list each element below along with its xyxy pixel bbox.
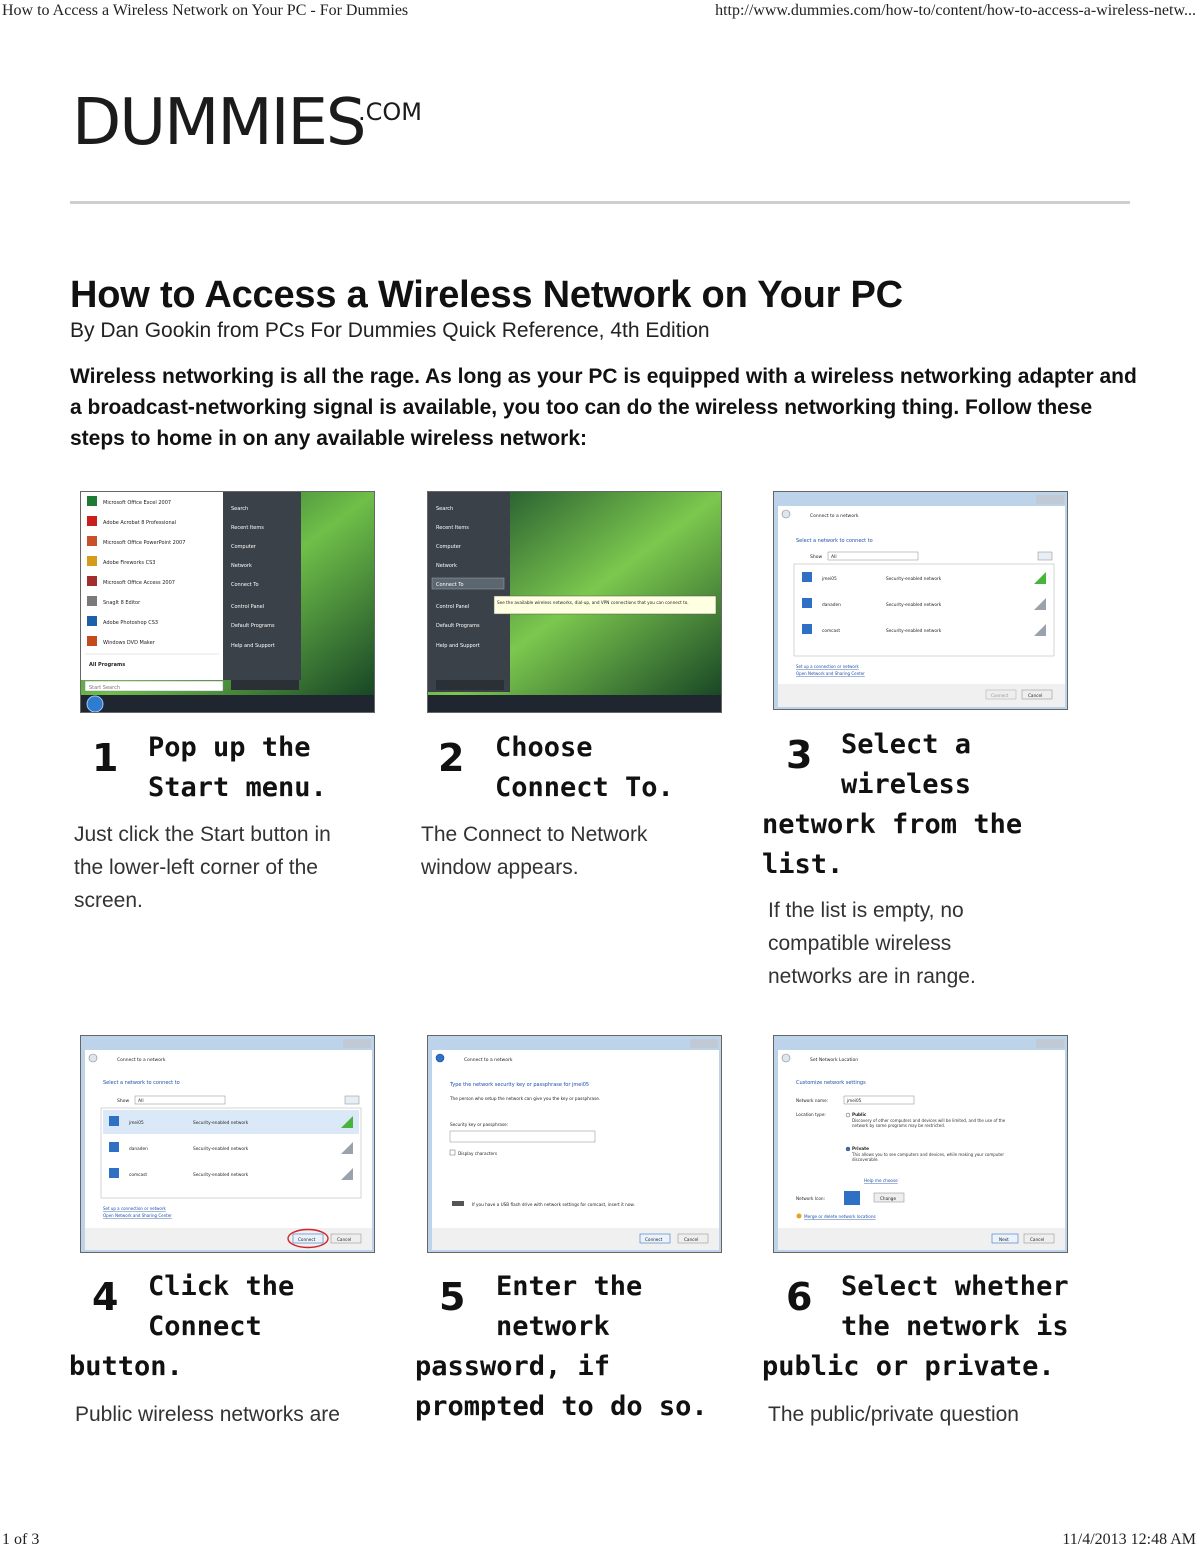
step-3-title-line1: Select a	[841, 729, 972, 760]
s4-show-value: All	[138, 1099, 144, 1104]
s6-window-title: Set Network Location	[810, 1058, 859, 1063]
start-all-programs: All Programs	[89, 662, 126, 668]
s4-window-title: Connect to a network	[117, 1058, 166, 1063]
s4-cancel-btn: Cancel	[337, 1237, 352, 1242]
s6-private-label: Private	[852, 1146, 869, 1151]
step-5-number: 5	[439, 1275, 466, 1319]
s3-net-icon-2	[802, 624, 812, 634]
step-3-desc-line1: If the list is empty, no	[768, 899, 964, 922]
step-3-desc-line2: compatible wireless	[768, 932, 952, 955]
s3-net-2-name: comcast	[822, 629, 841, 634]
s6-cancel-btn: Cancel	[1030, 1237, 1045, 1242]
print-datetime: 11/4/2013 12:48 AM	[1062, 1531, 1196, 1548]
step-1-screenshot	[80, 491, 375, 713]
step-4-title-line2: Connect	[148, 1311, 262, 1342]
s4-link-2: Open Network and Sharing Center	[103, 1213, 172, 1218]
s3-net-icon-1	[802, 598, 812, 608]
step-4-desc-line1: Public wireless networks are	[75, 1403, 340, 1426]
step-1-number: 1	[92, 736, 119, 780]
step-5-title-line4: prompted to do so.	[415, 1391, 708, 1422]
step-3-desc-line3: networks are in range.	[768, 965, 976, 988]
step-1-title-line2: Start menu.	[148, 772, 327, 803]
step-3-title-line4: list.	[762, 849, 844, 880]
step-1-title-line1: Pop up the	[148, 732, 311, 763]
s6-private-radio	[846, 1147, 850, 1151]
s3-net-2-sec: Security-enabled network	[886, 629, 942, 634]
step-4-title-line1: Click the	[148, 1271, 295, 1302]
start-right-5: Control Panel	[231, 604, 265, 610]
s5-display-chars: Display characters	[458, 1151, 498, 1156]
step-2-title-line2: Connect To.	[495, 772, 674, 803]
print-header-title: How to Access a Wireless Network on Your PC - For Dummies	[2, 2, 409, 19]
s3-net-0-name: jmei05	[822, 577, 837, 582]
start-right-3: Network	[231, 563, 252, 569]
step-4-screenshot	[80, 1035, 375, 1253]
step-1-desc-line1: Just click the Start button in	[74, 823, 331, 846]
tooltip-text: See the available wireless networks, dial-up, and VPN connections that you can connect to.	[497, 600, 689, 605]
s3-net-1-sec: Security-enabled network	[886, 603, 942, 608]
step-2-title-line1: Choose	[495, 732, 593, 763]
step-2-desc-line1: The Connect to Network	[421, 823, 648, 846]
s5-connect-btn: Connect	[645, 1237, 663, 1242]
s5-back-arrow-icon	[436, 1054, 444, 1062]
step-3-title-line3: network from the	[762, 809, 1023, 840]
s3-show-value: All	[831, 555, 837, 560]
s4-link-1: Set up a connection or network	[103, 1206, 166, 1211]
s4-net-icon-1	[109, 1142, 119, 1152]
s6-change-btn: Change	[880, 1196, 897, 1201]
s6-public-label: Public	[852, 1112, 867, 1117]
s4-net-2-sec: Security-enabled network	[193, 1173, 249, 1178]
step-5-title-line2: network	[496, 1311, 610, 1342]
header-divider	[70, 201, 1130, 204]
s2-right-0: Search	[436, 506, 454, 512]
s5-key-input	[450, 1131, 595, 1142]
s4-net-0-sec: Security-enabled network	[193, 1121, 249, 1126]
s3-net-1-name: danaden	[822, 603, 841, 608]
s2-right-5: Control Panel	[436, 604, 470, 610]
s4-connect-btn: Connect	[298, 1237, 316, 1242]
usb-drive-icon	[452, 1201, 464, 1206]
s4-net-1-name: danaden	[129, 1147, 148, 1152]
s6-heading: Customize network settings	[796, 1080, 866, 1086]
article-title: How to Access a Wireless Network on Your PC	[70, 274, 903, 316]
step-6-title-line2: the network is	[841, 1311, 1069, 1342]
network-icon	[844, 1191, 860, 1205]
step-2-number: 2	[438, 736, 465, 780]
s2-right-4: Connect To	[436, 582, 464, 588]
s6-name-label: Network name:	[796, 1098, 829, 1103]
start-prog-7: Windows DVD Maker	[103, 640, 155, 646]
start-search-box: Start Search	[89, 685, 120, 691]
s2-right-7: Help and Support	[436, 643, 480, 649]
s5-key-label: Security key or passphrase:	[450, 1122, 509, 1127]
step-3-title-line2: wireless	[841, 769, 972, 800]
s4-show-label: Show	[117, 1099, 130, 1104]
start-prog-6: Adobe Photoshop CS3	[103, 620, 159, 626]
s6-public-radio	[846, 1113, 850, 1117]
step-6-screenshot	[773, 1035, 1068, 1253]
s6-icon-label: Network Icon:	[796, 1196, 825, 1201]
step-5-screenshot	[427, 1035, 722, 1253]
s5-heading: Type the network security key or passphrase for jmei05	[450, 1082, 590, 1088]
step-1-desc-line2: the lower-left corner of the	[74, 856, 318, 879]
start-right-0: Search	[231, 506, 249, 512]
s6-help-link: Help me choose	[864, 1178, 898, 1183]
s5-cancel-btn: Cancel	[684, 1237, 699, 1242]
s3-heading: Select a network to connect to	[796, 538, 873, 544]
dummies-logo[interactable]	[70, 80, 450, 160]
step-4-number: 4	[92, 1275, 119, 1319]
s5-window-title: Connect to a network	[464, 1058, 513, 1063]
step-6-desc-line1: The public/private question	[768, 1403, 1019, 1426]
start-prog-1: Adobe Acrobat 8 Professional	[103, 520, 177, 526]
s3-connect-btn: Connect	[991, 693, 1009, 698]
s5-subtext: The person who setup the network can give you the key or passphrase.	[450, 1096, 601, 1101]
s3-net-icon-0	[802, 572, 812, 582]
s2-right-2: Computer	[436, 544, 461, 550]
s2-right-6: Default Programs	[436, 623, 480, 629]
s5-display-checkbox	[450, 1150, 455, 1155]
s4-back-arrow-icon	[89, 1054, 97, 1062]
print-header	[2, 2, 1196, 22]
s6-name-value: jmei05	[847, 1098, 862, 1103]
start-right-1: Recent Items	[231, 525, 264, 531]
print-footer	[2, 1531, 1196, 1551]
s6-private-desc: This allows you to see computers and devices, while making your computer discoverable.	[852, 1152, 1005, 1162]
s3-net-0-sec: Security-enabled network	[886, 577, 942, 582]
step-3-screenshot	[773, 491, 1068, 710]
step-4-title-line3: button.	[69, 1351, 183, 1382]
step-2-desc-line2: window appears.	[421, 856, 579, 879]
start-prog-4: Microsoft Office Access 2007	[103, 580, 175, 586]
step-6-title-line1: Select whether	[841, 1271, 1069, 1302]
s3-show-label: Show	[810, 555, 823, 560]
step-5-title-line3: password, if	[415, 1351, 611, 1382]
s6-next-btn: Next	[999, 1237, 1009, 1242]
s5-usb-note: If you have a USB flash drive with network settings for comcast, insert it now.	[472, 1202, 635, 1207]
start-prog-5: SnagIt 8 Editor	[103, 600, 141, 606]
step-1-desc-line3: screen.	[74, 889, 143, 912]
s4-net-1-sec: Security-enabled network	[193, 1147, 249, 1152]
connect-to-tooltip	[494, 596, 716, 614]
start-right-6: Default Programs	[231, 623, 275, 629]
step-2-screenshot	[427, 491, 722, 713]
logo-suffix: .COM	[358, 98, 422, 126]
s6-type-label: Location type:	[796, 1112, 826, 1117]
s6-public-desc: Discovery of other computers and devices will be limited, and the use of the network by some programs may be restricted.	[852, 1118, 1006, 1128]
start-right-4: Connect To	[231, 582, 259, 588]
s3-window-title: Connect to a network	[810, 514, 859, 519]
s3-link-1: Set up a connection or network	[796, 664, 859, 669]
s4-heading: Select a network to connect to	[103, 1080, 180, 1086]
s4-net-icon-0	[109, 1116, 119, 1126]
s6-back-arrow-icon	[782, 1054, 790, 1062]
start-right-2: Computer	[231, 544, 256, 550]
article-intro: Wireless networking is all the rage. As long as your PC is equipped with a wireless networking adapter and a broadcast-networking signal is available, you too can do the wireless networking thing. Follow these steps to home in on any available wireless network:	[70, 365, 1137, 450]
s6-merge-link: Merge or delete network locations	[804, 1214, 876, 1219]
logo-text: DUMMIES	[72, 86, 365, 160]
page-indicator: 1 of 3	[2, 1531, 40, 1548]
article-byline: By Dan Gookin from PCs For Dummies Quick Reference, 4th Edition	[70, 319, 710, 342]
step-6-title-line3: public or private.	[762, 1351, 1055, 1382]
step-6-number: 6	[786, 1275, 813, 1319]
step-3-number: 3	[786, 733, 813, 777]
s3-cancel-btn: Cancel	[1028, 693, 1043, 698]
windows-start-orb-icon	[87, 696, 103, 712]
start-right-7: Help and Support	[231, 643, 275, 649]
s3-link-2: Open Network and Sharing Center	[796, 671, 865, 676]
start-prog-2: Microsoft Office PowerPoint 2007	[103, 540, 186, 546]
start-prog-0: Microsoft Office Excel 2007	[103, 500, 172, 506]
print-header-url: http://www.dummies.com/how-to/content/how-to-access-a-wireless-netw...	[715, 2, 1196, 19]
start-prog-3: Adobe Fireworks CS3	[103, 560, 156, 566]
back-arrow-icon	[782, 510, 790, 518]
shield-icon	[797, 1214, 802, 1219]
s2-right-3: Network	[436, 563, 457, 569]
s2-right-1: Recent Items	[436, 525, 469, 531]
step-5-title-line1: Enter the	[496, 1271, 643, 1302]
s4-net-0-name: jmei05	[129, 1121, 144, 1126]
s4-net-2-name: comcast	[129, 1173, 148, 1178]
s4-net-icon-2	[109, 1168, 119, 1178]
